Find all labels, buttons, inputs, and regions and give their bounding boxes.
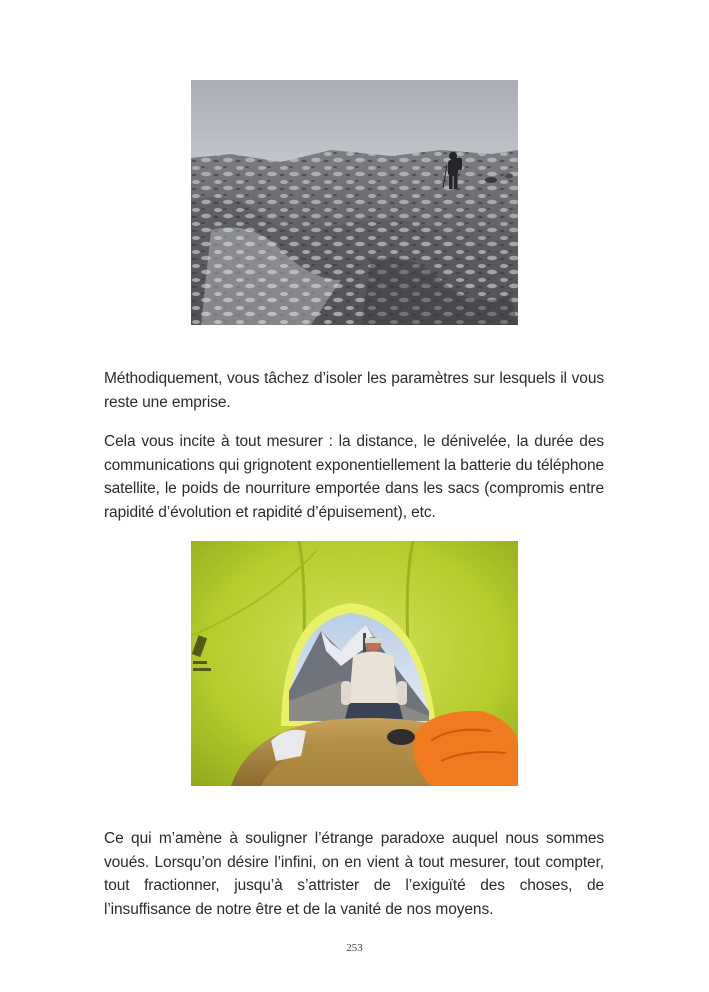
paragraph-1: Méthodiquement, vous tâchez d’isoler les paramètres sur lesquels il vous reste une emprise. bbox=[104, 370, 604, 411]
page-number: 253 bbox=[346, 942, 363, 954]
paragraph-2: Cela vous incite à tout mesurer : la distance, le dénivelée, la durée des communications qui grignotent exponentiellement la batterie du téléphone satellite, le poids de nourriture emportée dans les sacs (compromis entre rapidité d’évolution et rapidité d’épuisement), etc. bbox=[104, 433, 604, 521]
paragraph-3: Ce qui m’amène à souligner l’étrange paradoxe auquel nous sommes voués. Lorsqu’on désire l’infini, on en vient à tout mesurer, tout compter, tout fractionner, jusqu’à s’attrister de l’exiguïté des choses, de l’insuffisance de notre être et de la vanité de nos moyens. bbox=[104, 830, 604, 918]
tent-photo bbox=[191, 541, 518, 786]
glacier-photo bbox=[191, 80, 518, 325]
